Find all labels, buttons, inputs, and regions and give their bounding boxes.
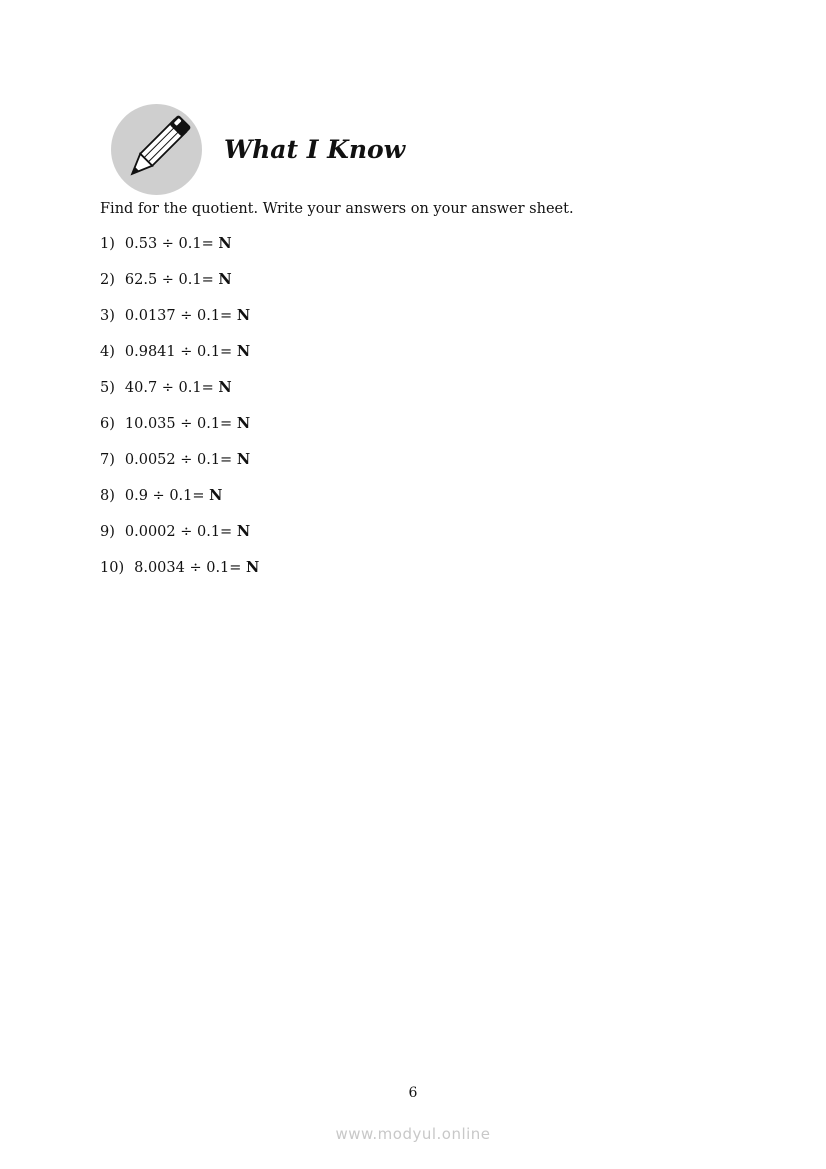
question-expression: 8.0034 ÷ 0.1= bbox=[134, 560, 242, 576]
question-item bbox=[100, 270, 232, 290]
answer-placeholder: N bbox=[209, 487, 223, 504]
question-number: 1) bbox=[100, 236, 115, 252]
pencil-icon bbox=[111, 104, 202, 195]
section-title: What I Know bbox=[224, 135, 406, 164]
question-number: 3) bbox=[100, 308, 115, 324]
question-expression: 0.0002 ÷ 0.1= bbox=[124, 524, 233, 540]
question-expression: 0.0137 ÷ 0.1= bbox=[124, 308, 233, 324]
question-item bbox=[100, 306, 250, 326]
question-number: 6) bbox=[100, 416, 115, 432]
question-number: 9) bbox=[100, 524, 115, 540]
question-item bbox=[100, 342, 250, 362]
question-number: 7) bbox=[100, 452, 115, 468]
question-number: 10) bbox=[100, 560, 125, 576]
answer-placeholder: N bbox=[236, 343, 251, 360]
question-expression: 0.53 ÷ 0.1= bbox=[124, 236, 214, 252]
answer-placeholder: N bbox=[218, 271, 232, 288]
question-item bbox=[100, 378, 232, 398]
question-number: 5) bbox=[100, 380, 115, 396]
watermark: www.modyul.online bbox=[335, 1125, 491, 1143]
question-expression: 62.5 ÷ 0.1= bbox=[124, 272, 214, 288]
question-number: 2) bbox=[100, 272, 115, 288]
question-expression: 10.035 ÷ 0.1= bbox=[124, 416, 233, 432]
question-item bbox=[100, 414, 250, 434]
question-item bbox=[100, 234, 232, 254]
question-item bbox=[100, 522, 250, 542]
question-expression: 0.9841 ÷ 0.1= bbox=[124, 344, 233, 360]
answer-placeholder: N bbox=[236, 523, 251, 540]
answer-placeholder: N bbox=[236, 415, 251, 432]
question-number: 8) bbox=[100, 488, 115, 504]
question-number: 4) bbox=[100, 344, 115, 360]
answer-placeholder: N bbox=[236, 307, 251, 324]
answer-placeholder: N bbox=[218, 235, 232, 252]
question-expression: 40.7 ÷ 0.1= bbox=[124, 380, 214, 396]
question-item bbox=[100, 558, 259, 578]
question-expression: 0.0052 ÷ 0.1= bbox=[124, 452, 233, 468]
question-expression: 0.9 ÷ 0.1= bbox=[124, 488, 205, 504]
answer-placeholder: N bbox=[218, 379, 232, 396]
question-item bbox=[100, 486, 222, 506]
instructions-text: Find for the quotient. Write your answers on your answer sheet. bbox=[100, 201, 574, 217]
question-item bbox=[100, 450, 250, 470]
answer-placeholder: N bbox=[236, 451, 251, 468]
page-number: 6 bbox=[408, 1085, 418, 1101]
answer-placeholder: N bbox=[246, 559, 260, 576]
